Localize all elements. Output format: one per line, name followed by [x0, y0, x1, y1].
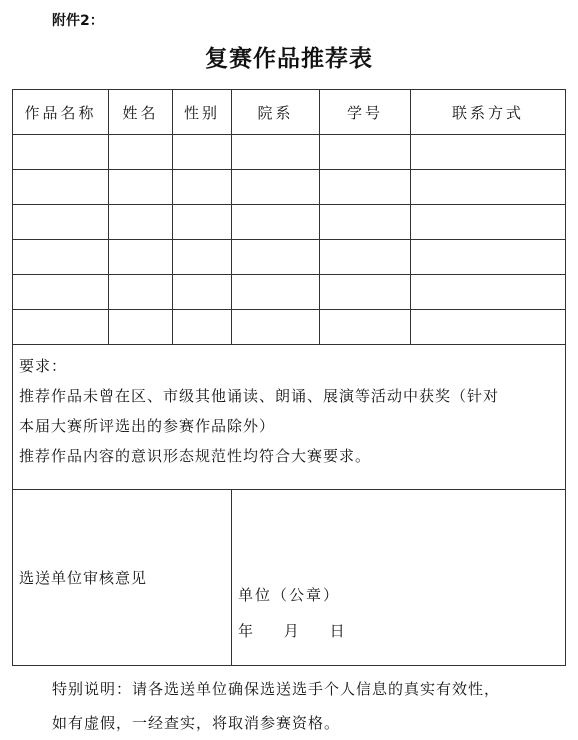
date-line: [238, 620, 359, 641]
note-line-1: 特别说明：请各选送单位确保选送选手个人信息的真实有效性，: [52, 680, 501, 698]
requirement-line-1: 推荐作品未曾在区、市级其他诵读、朗诵、展演等活动中获奖（针对: [19, 387, 500, 405]
cell-student-id[interactable]: [320, 135, 411, 170]
requirements-heading: 要求：: [19, 357, 68, 375]
cell-contact[interactable]: [411, 205, 566, 240]
header-department: 院系: [232, 90, 320, 135]
cell-work-name[interactable]: [13, 240, 109, 275]
cell-gender[interactable]: [173, 275, 232, 310]
cell-contact[interactable]: [411, 275, 566, 310]
cell-name[interactable]: [109, 310, 173, 345]
header-gender: 性别: [173, 90, 232, 135]
cell-department[interactable]: [232, 170, 320, 205]
table-row: [13, 275, 566, 310]
attachment-label: 附件2：: [52, 13, 104, 29]
special-note: [52, 672, 500, 740]
date-day: 日: [329, 622, 345, 640]
cell-gender[interactable]: [173, 135, 232, 170]
requirement-line-2: 本届大赛所评选出的参赛作品除外）: [19, 417, 276, 435]
cell-contact[interactable]: [411, 135, 566, 170]
header-name: 姓名: [109, 90, 173, 135]
cell-gender[interactable]: [173, 240, 232, 275]
table-row: [13, 205, 566, 240]
table-header-row: [13, 90, 566, 135]
cell-work-name[interactable]: [13, 135, 109, 170]
cell-name[interactable]: [109, 205, 173, 240]
cell-department[interactable]: [232, 205, 320, 240]
cell-student-id[interactable]: [320, 275, 411, 310]
note-line-2: 如有虚假，一经查实，将取消参赛资格。: [52, 714, 341, 732]
cell-student-id[interactable]: [320, 170, 411, 205]
header-work-name: 作品名称: [13, 90, 109, 135]
review-opinion-box[interactable]: [232, 490, 566, 666]
header-contact: 联系方式: [411, 90, 566, 135]
recommendation-form-table: [12, 89, 566, 666]
cell-department[interactable]: [232, 135, 320, 170]
review-label: 选送单位审核意见: [13, 490, 232, 666]
requirements-cell: [13, 345, 566, 490]
cell-name[interactable]: [109, 275, 173, 310]
cell-student-id[interactable]: [320, 240, 411, 275]
requirement-line-3: 推荐作品内容的意识形态规范性均符合大赛要求。: [19, 447, 372, 465]
cell-gender[interactable]: [173, 170, 232, 205]
cell-department[interactable]: [232, 310, 320, 345]
cell-work-name[interactable]: [13, 170, 109, 205]
cell-contact[interactable]: [411, 170, 566, 205]
requirements-row: [13, 345, 566, 490]
cell-student-id[interactable]: [320, 310, 411, 345]
cell-student-id[interactable]: [320, 205, 411, 240]
header-student-id: 学号: [320, 90, 411, 135]
cell-contact[interactable]: [411, 310, 566, 345]
cell-gender[interactable]: [173, 205, 232, 240]
date-year: 年: [238, 622, 254, 640]
cell-work-name[interactable]: [13, 275, 109, 310]
table-row: [13, 170, 566, 205]
cell-work-name[interactable]: [13, 310, 109, 345]
cell-name[interactable]: [109, 135, 173, 170]
cell-department[interactable]: [232, 240, 320, 275]
unit-seal-label: 单位（公章）: [238, 586, 341, 604]
cell-name[interactable]: [109, 240, 173, 275]
cell-department[interactable]: [232, 275, 320, 310]
cell-name[interactable]: [109, 170, 173, 205]
cell-contact[interactable]: [411, 240, 566, 275]
table-row: [13, 135, 566, 170]
table-row: [13, 310, 566, 345]
table-row: [13, 240, 566, 275]
cell-work-name[interactable]: [13, 205, 109, 240]
review-row: [13, 490, 566, 666]
cell-gender[interactable]: [173, 310, 232, 345]
page-title: 复赛作品推荐表: [205, 45, 373, 72]
date-month: 月: [283, 622, 299, 640]
